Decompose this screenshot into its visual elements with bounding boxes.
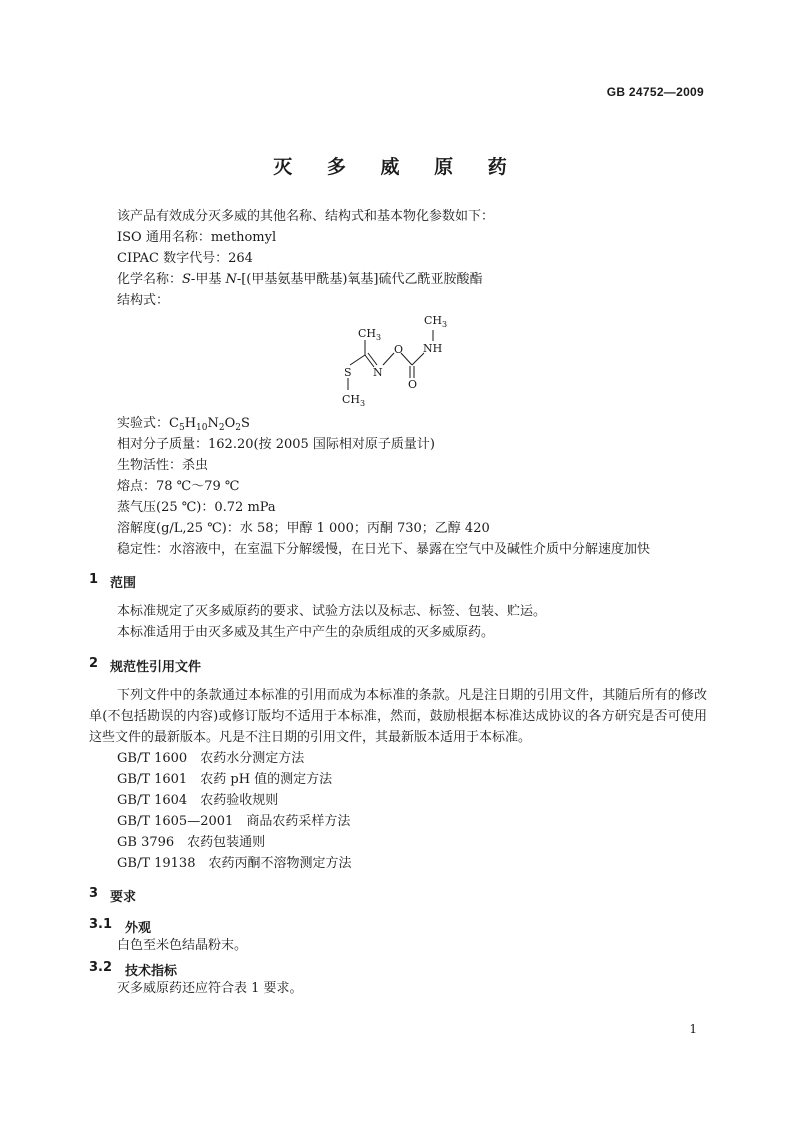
o-ether-label: O xyxy=(394,343,404,356)
chem-name-n: N xyxy=(225,272,237,287)
solubility: 溶解度(g/L,25 ℃)：水 58；甲醇 1 000；丙酮 730；乙醇 420 xyxy=(117,521,490,536)
page-number: 1 xyxy=(689,1022,697,1036)
formula-o: O xyxy=(224,416,236,431)
reference-code: GB/T 1600 xyxy=(117,751,188,766)
reference-title: 农药水分测定方法 xyxy=(200,751,305,766)
chem-name-mid: -甲基 xyxy=(190,272,226,287)
subsection-3-2-number: 3.2 xyxy=(89,960,113,975)
standard-code: GB 24752—2009 xyxy=(606,85,704,99)
bond-n-o xyxy=(383,353,394,365)
formula-c: C xyxy=(169,416,179,431)
section-2-paragraph: 下列文件中的条款通过本标准的引用而成为本标准的条款。凡是注日期的引用文件，其随后所有的修改单(不包括勘误的内容)或修订版均不适用于本标准，然而，鼓励根据本标准达成协议的各方研究是否可使用这些文件的最新版本。凡是不注日期的引用文件，其最新版本适用于本标准。 xyxy=(89,688,707,745)
subsection-3-2-text: 灭多威原药还应符合表 1 要求。 xyxy=(117,981,303,996)
formula-h-count: 10 xyxy=(196,423,208,433)
structure-label: 结构式： xyxy=(117,293,170,308)
formula-n: N xyxy=(207,416,219,431)
section-2-number: 2 xyxy=(89,656,99,671)
ch3-top-left: $CH_3$ xyxy=(358,327,382,342)
reference-code: GB/T 1601 xyxy=(117,772,188,787)
reference-title: 商品农药采样方法 xyxy=(246,814,351,829)
o-carbonyl-label: O xyxy=(408,378,418,391)
section-3-number: 3 xyxy=(89,886,99,901)
reference-item xyxy=(117,791,278,811)
subsection-3-2-title: 技术指标 xyxy=(125,964,178,979)
section-1-title: 范围 xyxy=(110,576,137,591)
subsection-3-1-title: 外观 xyxy=(125,921,152,936)
nh-label: NH xyxy=(423,342,443,355)
section-1-number: 1 xyxy=(89,572,99,587)
reference-title: 农药包装通则 xyxy=(187,835,266,850)
vapor-pressure: 蒸气压(25 ℃)：0.72 mPa xyxy=(117,500,276,515)
section-2-title: 规范性引用文件 xyxy=(110,660,202,675)
empirical-formula xyxy=(117,414,250,434)
structural-formula-diagram xyxy=(330,308,460,410)
formula-h: H xyxy=(184,416,197,431)
reference-item xyxy=(117,833,265,853)
bond-c-n-2 xyxy=(368,353,377,365)
chem-name-rest: -[(甲基氨基甲酰基)氧基]硫代乙酰亚胺酸酯 xyxy=(236,272,483,287)
reference-title: 农药丙酮不溶物测定方法 xyxy=(208,856,352,871)
reference-item xyxy=(117,749,304,769)
reference-code: GB/T 1604 xyxy=(117,793,188,808)
chem-name-s: S xyxy=(182,272,191,287)
formula-o-count: 2 xyxy=(235,423,242,433)
n-imine-label: N xyxy=(373,366,383,379)
subsection-3-1-number: 3.1 xyxy=(89,917,113,932)
reference-title: 农药验收规则 xyxy=(200,793,279,808)
reference-item xyxy=(117,854,352,874)
chem-name-prefix: 化学名称： xyxy=(117,272,183,287)
reference-code: GB 3796 xyxy=(117,835,175,850)
melting-point: 熔点：78 ℃～79 ℃ xyxy=(117,479,240,494)
ch3-top-right: $CH_3$ xyxy=(424,314,448,329)
molecular-weight: 相对分子质量：162.20(按 2005 国际相对原子质量计) xyxy=(117,437,435,452)
reference-item xyxy=(117,770,332,790)
section-3-title: 要求 xyxy=(110,890,137,905)
bond-c-s xyxy=(350,355,365,365)
formula-n-count: 2 xyxy=(218,423,225,433)
reference-item xyxy=(117,812,350,832)
reference-code: GB/T 19138 xyxy=(117,856,196,871)
formula-s: S xyxy=(241,416,250,431)
section-1-para-2: 本标准适用于由灭多威及其生产中产生的杂质组成的灭多威原药。 xyxy=(117,625,495,640)
s-atom-label: S xyxy=(344,366,352,379)
stability: 稳定性：水溶液中，在室温下分解缓慢，在日光下、暴露在空气中及碱性介质中分解速度加快 xyxy=(117,542,651,557)
page-title: 灭 多 威 原 药 xyxy=(273,156,521,178)
ch3-bottom: $CH_3$ xyxy=(342,393,366,408)
cipac-code: CIPAC 数字代号：264 xyxy=(117,251,253,266)
formula-prefix: 实验式： xyxy=(117,416,170,431)
iso-name: ISO 通用名称：methomyl xyxy=(117,230,277,245)
formula-c-count: 5 xyxy=(178,423,185,433)
subsection-3-1-text: 白色至米色结晶粉末。 xyxy=(117,938,248,953)
reference-code: GB/T 1605—2001 xyxy=(117,814,234,829)
bioactivity: 生物活性：杀虫 xyxy=(117,458,209,473)
section-1-para-1: 本标准规定了灭多威原药的要求、试验方法以及标志、标签、包装、贮运。 xyxy=(117,604,547,619)
intro-text: 该产品有效成分灭多威的其他名称、结构式和基本物化参数如下： xyxy=(117,209,495,224)
chemical-name xyxy=(117,270,483,290)
reference-title: 农药 pH 值的测定方法 xyxy=(200,772,333,787)
